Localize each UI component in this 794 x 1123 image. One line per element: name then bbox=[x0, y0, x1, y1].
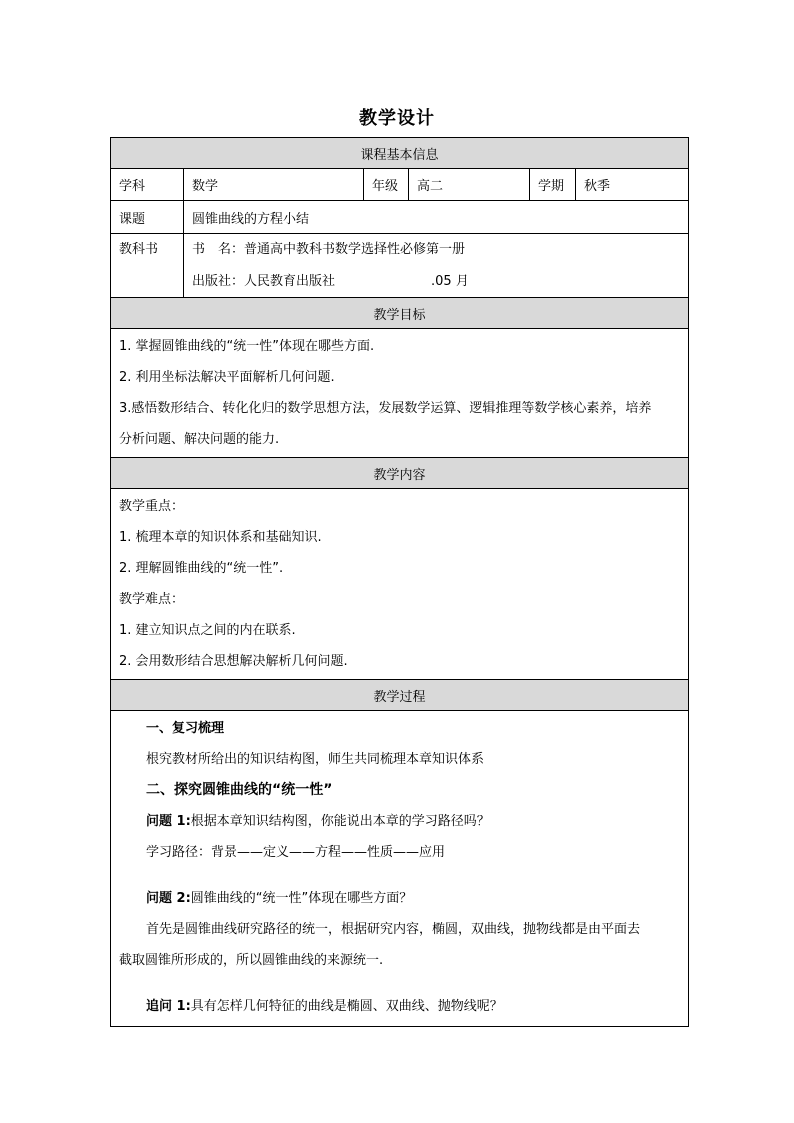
subject-label: 学科 bbox=[111, 169, 184, 201]
follow-up-1-text: 具有怎样几何特征的曲线是椭圆、双曲线、抛物线呢？ bbox=[190, 999, 503, 1014]
textbook-label: 教科书 bbox=[111, 234, 184, 298]
goals-body bbox=[111, 329, 689, 458]
basic-info-header: 课程基本信息 bbox=[111, 138, 689, 169]
question-1-label: 问题 1: bbox=[146, 814, 191, 829]
goal-item: 分析问题、解决问题的能力. bbox=[119, 432, 280, 447]
content-body bbox=[111, 489, 689, 680]
publisher-line bbox=[192, 266, 680, 298]
subject-value: 数学 bbox=[184, 169, 364, 201]
topic-label: 课题 bbox=[111, 201, 184, 234]
textbook-info bbox=[184, 234, 689, 298]
difficulty-item: 2. 会用数形结合思想解决解析几何问题. bbox=[119, 654, 348, 669]
key-points-label: 教学重点： bbox=[119, 499, 185, 514]
question-1-text: 根据本章知识结构图，你能说出本章的学习路径吗？ bbox=[190, 814, 490, 829]
question-2-label: 问题 2: bbox=[146, 891, 191, 906]
topic-value: 圆锥曲线的方程小结 bbox=[184, 201, 689, 234]
grade-label: 年级 bbox=[364, 169, 409, 201]
section-1-text: 根究教材所给出的知识结构图，师生共同梳理本章知识体系 bbox=[146, 752, 485, 767]
key-point-item: 2. 理解圆锥曲线的“统一性”. bbox=[119, 561, 284, 576]
answer-line-2: 截取圆锥所形成的，所以圆锥曲线的来源统一. bbox=[119, 953, 384, 968]
question-1 bbox=[146, 806, 680, 837]
follow-up-1 bbox=[146, 991, 680, 1022]
publisher-date: .05 月 bbox=[431, 273, 469, 289]
content-header: 教学内容 bbox=[111, 458, 689, 489]
process-header: 教学过程 bbox=[111, 680, 689, 711]
grade-value: 高二 bbox=[409, 169, 530, 201]
follow-up-1-label: 追问 1: bbox=[146, 999, 191, 1014]
key-point-item: 1. 梳理本章的知识体系和基础知识. bbox=[119, 530, 322, 545]
book-name-line: 书 名：普通高中教科书数学选择性必修第一册 bbox=[192, 242, 466, 257]
learning-path: 学习路径：背景——定义——方程——性质——应用 bbox=[146, 845, 446, 860]
publisher-name: 出版社：人民教育出版社 bbox=[192, 273, 336, 289]
question-2-text: 圆锥曲线的“统一性”体现在哪些方面？ bbox=[190, 891, 413, 906]
goal-item: 3.感悟数形结合、转化化归的数学思想方法，发展数学运算、逻辑推理等数学核心素养，培养 bbox=[119, 401, 652, 416]
goals-header: 教学目标 bbox=[111, 298, 689, 329]
goal-item: 1. 掌握圆锥曲线的“统一性”体现在哪些方面. bbox=[119, 339, 375, 354]
difficulty-item: 1. 建立知识点之间的内在联系. bbox=[119, 623, 296, 638]
goal-item: 2. 利用坐标法解决平面解析几何问题. bbox=[119, 370, 335, 385]
lesson-plan-table bbox=[110, 137, 689, 1027]
process-body bbox=[111, 711, 689, 1027]
document-title: 教学设计 bbox=[359, 108, 435, 129]
answer-line-1: 首先是圆锥曲线研究路径的统一，根据研究内容，椭圆，双曲线，抛物线都是由平面去 bbox=[146, 922, 641, 937]
section-1-title: 一、复习梳理 bbox=[146, 721, 225, 736]
term-label: 学期 bbox=[530, 169, 576, 201]
section-2-title: 二、探究圆锥曲线的“统一性” bbox=[146, 782, 333, 798]
question-2 bbox=[146, 883, 680, 914]
term-value: 秋季 bbox=[576, 169, 689, 201]
difficulty-label: 教学难点： bbox=[119, 592, 185, 607]
